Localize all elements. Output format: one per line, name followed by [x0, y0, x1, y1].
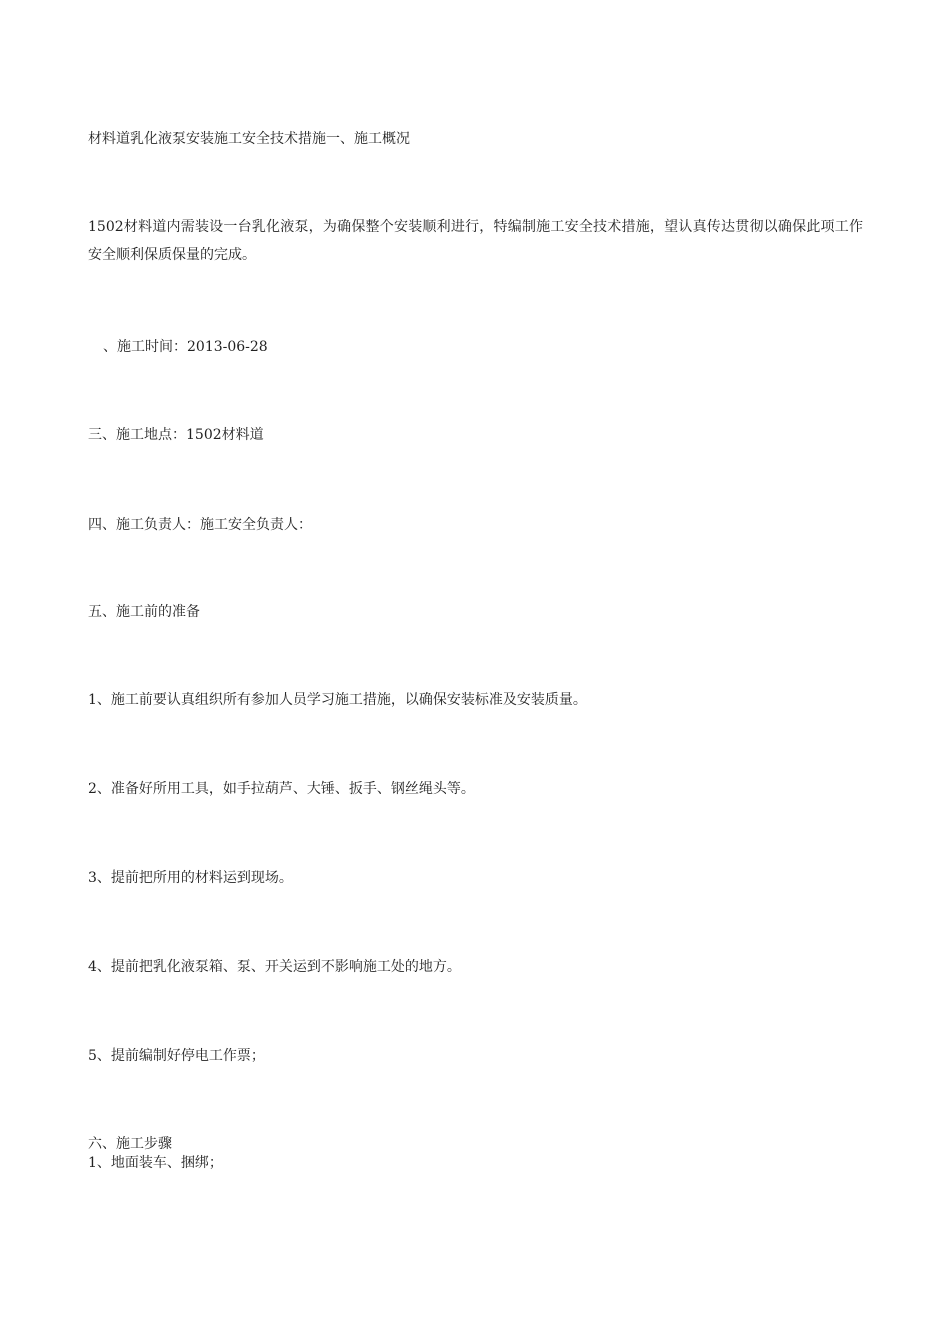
preparation-item: 3、提前把所用的材料运到现场。	[88, 870, 293, 886]
preparation-item: 2、准备好所用工具，如手拉葫芦、大锤、扳手、钢丝绳头等。	[88, 781, 475, 797]
preparation-item: 1、施工前要认真组织所有参加人员学习施工措施，以确保安装标准及安装质量。	[88, 692, 587, 708]
overview-paragraph: 1502材料道内需装设一台乳化液泵，为确保整个安装顺利进行，特编制施工安全技术措施，望认真传达贯彻以确保此项工作安全顺利保质保量的完成。	[88, 219, 863, 263]
section-responsible: 四、施工负责人：施工安全负责人：	[88, 517, 312, 533]
document-title: 材料道乳化液泵安装施工安全技术措施一、施工概况	[88, 131, 410, 147]
preparation-item: 5、提前编制好停电工作票；	[88, 1048, 265, 1064]
section-preparation-heading: 五、施工前的准备	[88, 604, 200, 620]
section-location: 三、施工地点：1502材料道	[88, 427, 264, 443]
preparation-item: 4、提前把乳化液泵箱、泵、开关运到不影响施工处的地方。	[88, 959, 461, 975]
section-time: 、施工时间：2013-06-28	[103, 339, 268, 355]
section-steps-heading: 六、施工步骤	[88, 1136, 172, 1152]
steps-item: 1、地面装车、捆绑；	[88, 1155, 223, 1171]
